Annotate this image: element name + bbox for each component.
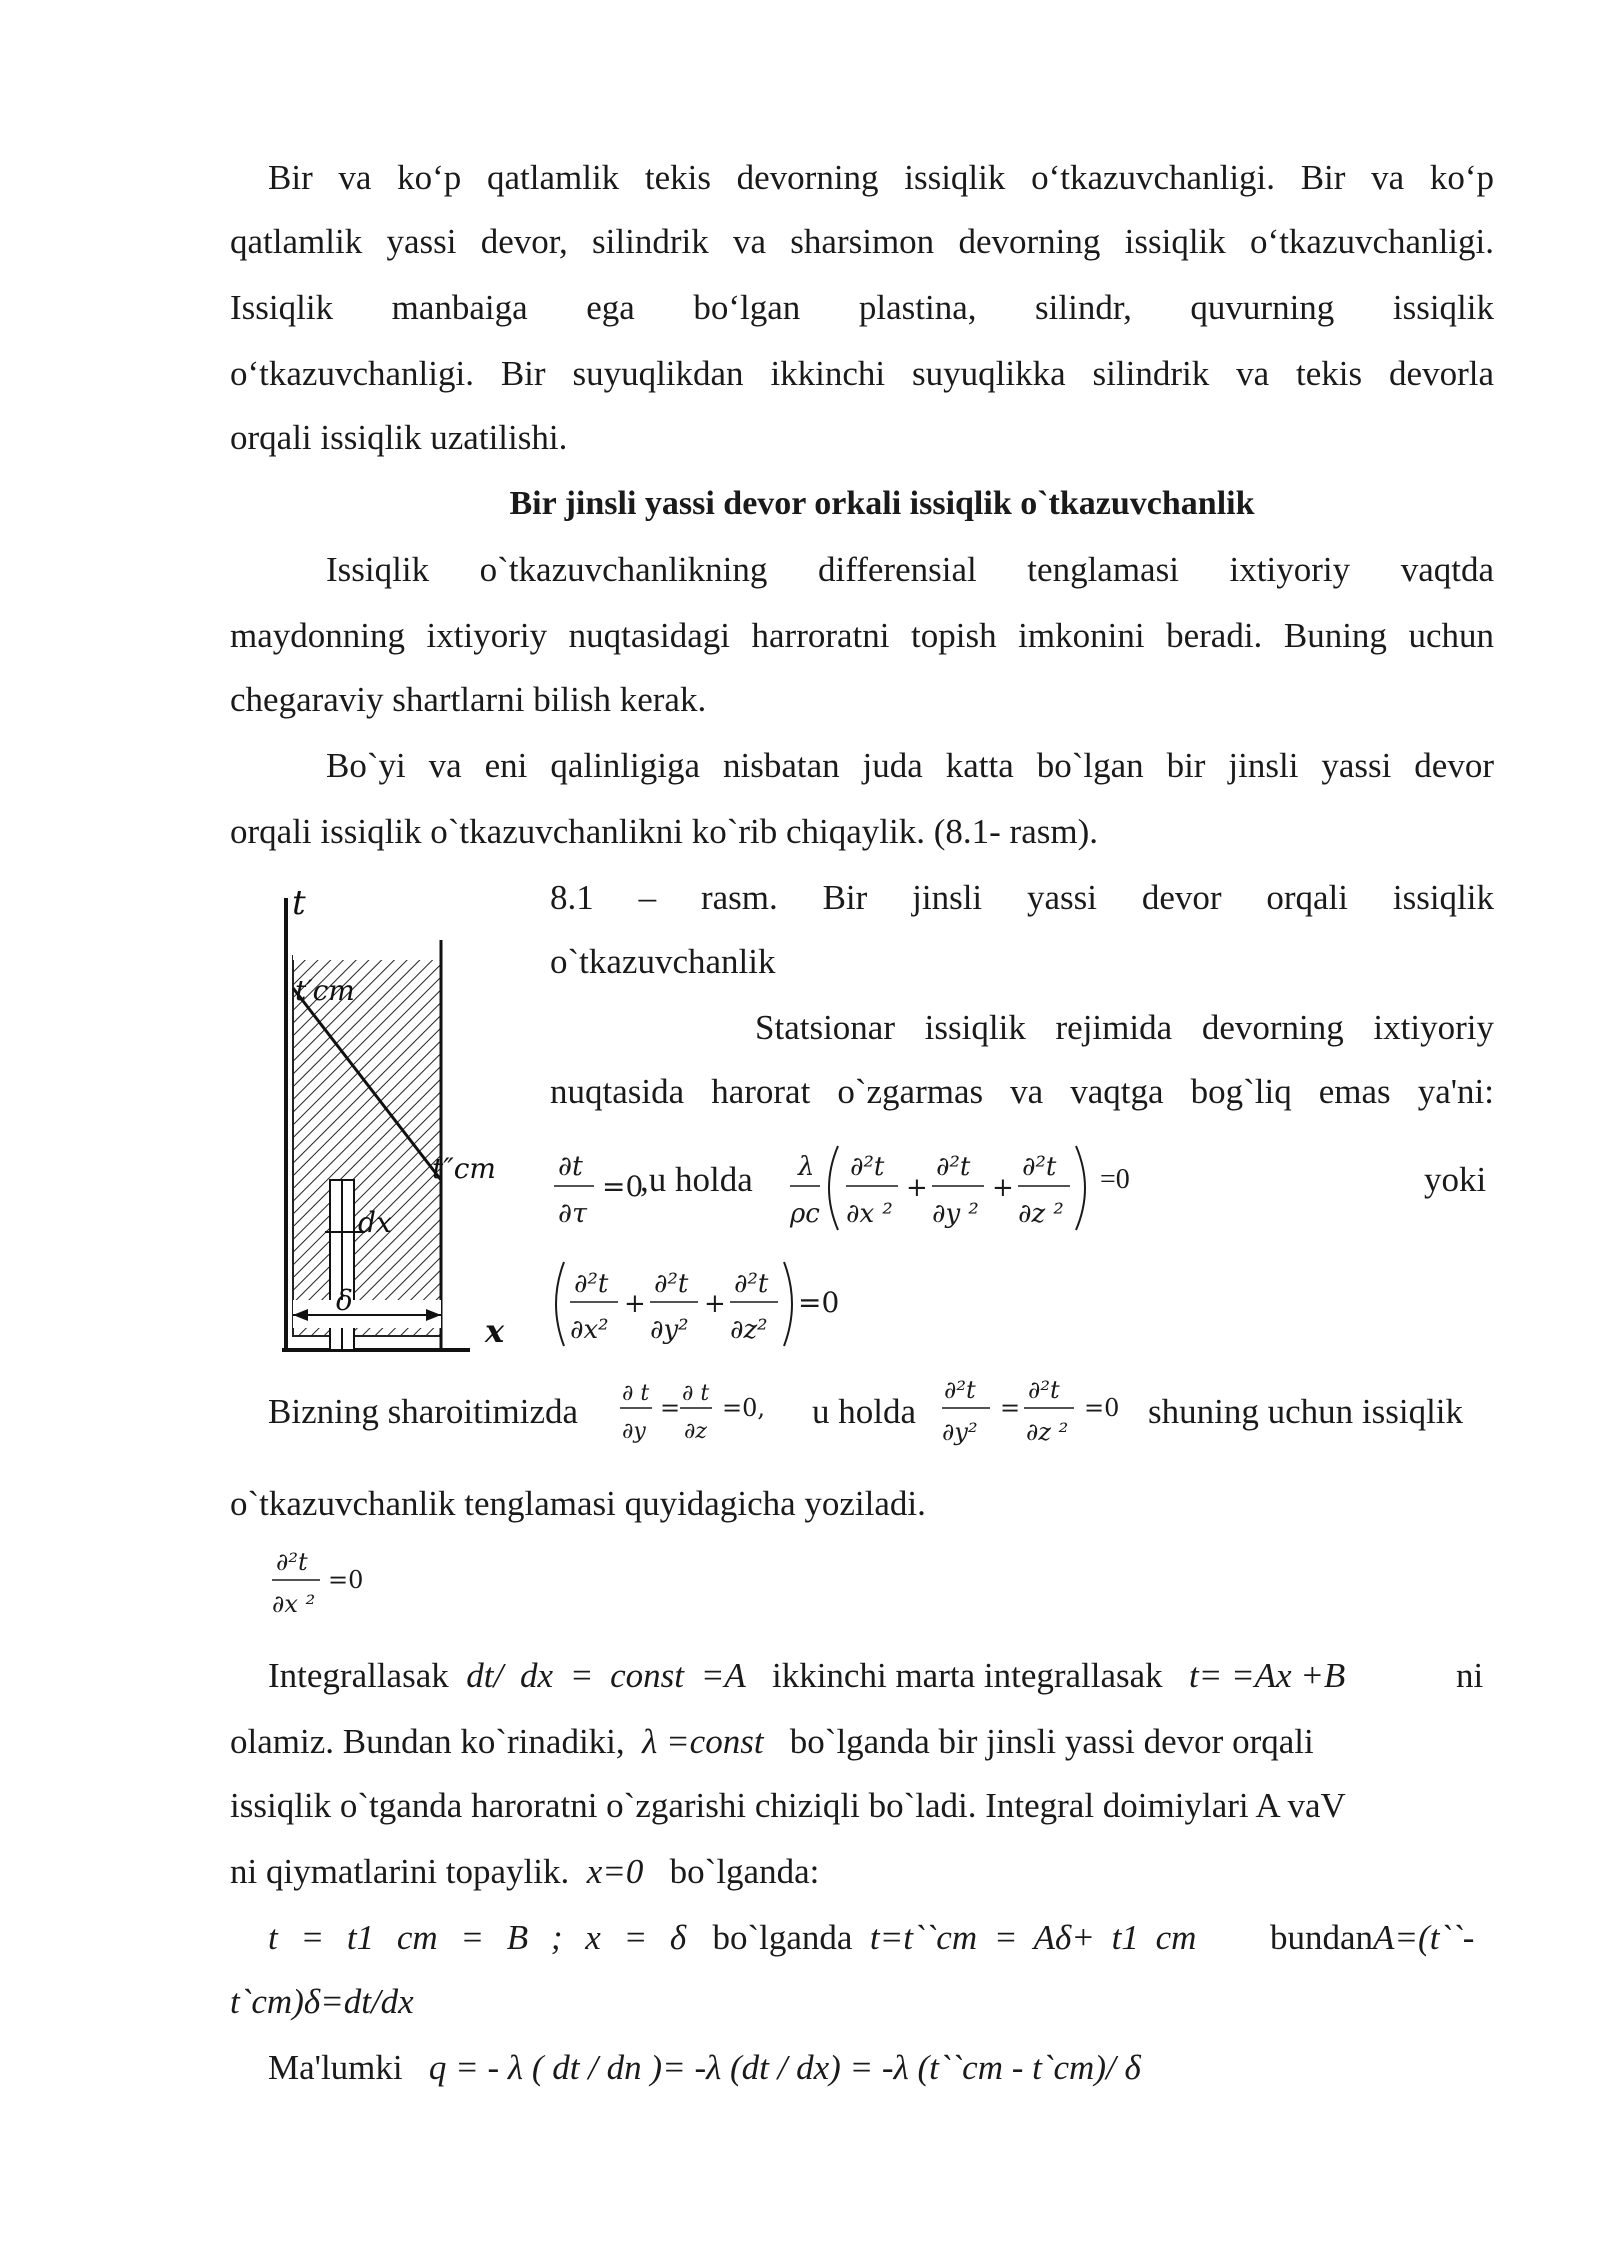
para6-text-b: bundan bbox=[1270, 1918, 1374, 1957]
para2-line-2: orqali issiqlik o`tkazuvchanlikni ko`rib chiqaylik. (8.1- rasm). bbox=[230, 812, 1098, 851]
para5-formula-d: x=0 bbox=[586, 1852, 644, 1891]
equation-heat-transient bbox=[552, 1140, 1112, 1240]
svg-text:∂z ²: ∂z ² bbox=[1018, 1199, 1064, 1229]
para6-line-1-end bbox=[1270, 1918, 1474, 1958]
svg-text:∂ t: ∂ t bbox=[682, 1381, 710, 1406]
para5-text-d: bo`lganda bir jinsli yassi devor orqali bbox=[789, 1722, 1314, 1761]
para7-formula: q = - λ ( dt / dn )= -λ (dt / dx) = -λ (t``cm - t`cm)/ δ bbox=[428, 2048, 1141, 2087]
equation-partial-y-z bbox=[618, 1372, 798, 1452]
yoki-text: yoki bbox=[1424, 1160, 1487, 1199]
delta-label: δ bbox=[336, 1284, 353, 1317]
svg-text:∂²t: ∂²t bbox=[936, 1152, 971, 1182]
para7-line bbox=[268, 2048, 1141, 2088]
intro-line-3: Issiqlik manbaiga ega bo‘lgan plastina, silindr, quvurning issiqlik bbox=[230, 288, 1494, 327]
para3-line-2: nuqtasida harorat o`zgarmas va vaqtga bog`liq emas ya'ni: bbox=[550, 1072, 1494, 1111]
para7-text: Ma'lumki bbox=[268, 2048, 403, 2087]
svg-text:∂²t: ∂²t bbox=[1022, 1152, 1057, 1182]
para5-text-b: ikkinchi marta integrallasak bbox=[771, 1656, 1163, 1695]
para3-line-1: Statsionar issiqlik rejimida devorning ixtiyoriy bbox=[755, 1008, 1494, 1047]
svg-text:=0,: =0, bbox=[722, 1394, 766, 1422]
svg-text:∂y²: ∂y² bbox=[650, 1315, 689, 1345]
para5-text-e: ni qiymatlarini topaylik. bbox=[230, 1852, 570, 1891]
para5-formula-b: t= =Ax +B bbox=[1188, 1656, 1346, 1695]
equation-equals-zero: =0 bbox=[1100, 1164, 1130, 1195]
para5-formula-a: dt/ dx = const =A bbox=[466, 1656, 746, 1695]
equation-laplace bbox=[552, 1256, 852, 1356]
svg-text:+: + bbox=[906, 1173, 928, 1203]
para6-formula-b: t=t``cm = Aδ+ t1 cm bbox=[869, 1918, 1197, 1957]
para5-line-4 bbox=[230, 1852, 819, 1892]
t1-label: t′ст bbox=[295, 974, 355, 1007]
svg-text:ρc: ρc bbox=[790, 1199, 820, 1229]
para5-text-f: bo`lganda: bbox=[669, 1852, 820, 1891]
para6-formula-c: A=(t``- bbox=[1373, 1918, 1475, 1957]
svg-text:∂x ²: ∂x ² bbox=[272, 1590, 316, 1618]
intro-line-2: qatlamlik yassi devor, silindrik va sharsimon devorning issiqlik o‘tkazuvchanligi. bbox=[230, 222, 1494, 261]
para6-text-a: bo`lganda bbox=[712, 1918, 853, 1957]
svg-text:∂²t: ∂²t bbox=[276, 1548, 308, 1576]
para5-line-2 bbox=[230, 1722, 1314, 1762]
intro-line-1: Bir va ko‘p qatlamlik tekis devorning issiqlik o‘tkazuvchanligi. Bir va ko‘p bbox=[268, 158, 1494, 197]
svg-text:∂²t: ∂²t bbox=[654, 1269, 689, 1299]
svg-text:=0: =0 bbox=[328, 1566, 364, 1594]
intro-line-5: orqali issiqlik uzatilishi. bbox=[230, 418, 568, 457]
para5-line-3: issiqlik o`tganda haroratni o`zgarishi chiziqli bo`ladi. Integral doimiylari A vaV bbox=[230, 1786, 1346, 1825]
svg-text:+: + bbox=[624, 1289, 646, 1319]
svg-text:∂z ²: ∂z ² bbox=[1026, 1418, 1069, 1446]
svg-text:∂x²: ∂x² bbox=[570, 1315, 609, 1345]
para5-text-c: olamiz. Bundan ko`rinadiki, bbox=[230, 1722, 625, 1761]
para4-uholda: u holda bbox=[812, 1392, 917, 1431]
para5-line-1 bbox=[268, 1656, 1345, 1696]
svg-text:∂²t: ∂²t bbox=[734, 1269, 769, 1299]
svg-text:+: + bbox=[992, 1173, 1014, 1203]
para4-end: shuning uchun issiqlik bbox=[1148, 1392, 1464, 1431]
dx-label: dx bbox=[358, 1206, 392, 1239]
para4-start: Bizning sharoitimizda bbox=[268, 1392, 579, 1431]
svg-text:=: = bbox=[660, 1394, 681, 1422]
para2-line-1: Bo`yi va eni qalinligiga nisbatan juda katta bo`lgan bir jinsli yassi devor bbox=[326, 746, 1494, 785]
svg-text:=0: =0 bbox=[1084, 1394, 1120, 1422]
para1-line-1: Issiqlik o`tkazuvchanlikning differensial tenglamasi ixtiyoriy vaqtda bbox=[326, 550, 1494, 589]
wall-figure bbox=[270, 880, 540, 1370]
svg-text:∂x ²: ∂x ² bbox=[846, 1199, 893, 1229]
para4-line-2: o`tkazuvchanlik tenglamasi quyidagicha yoziladi. bbox=[230, 1484, 926, 1523]
svg-text:∂²t: ∂²t bbox=[1028, 1376, 1060, 1404]
equation-second-partials bbox=[940, 1368, 1140, 1452]
para1-line-3: chegaraviy shartlarni bilish kerak. bbox=[230, 680, 707, 719]
para5-ni: ni bbox=[1456, 1656, 1484, 1695]
svg-text:=: = bbox=[1000, 1394, 1021, 1422]
svg-text:∂y ²: ∂y ² bbox=[932, 1199, 979, 1229]
figure-caption-line-2: o`tkazuvchanlik bbox=[550, 942, 776, 981]
svg-text:∂y²: ∂y² bbox=[942, 1418, 978, 1446]
svg-text:∂ t: ∂ t bbox=[622, 1381, 650, 1406]
svg-text:∂t: ∂t bbox=[558, 1151, 583, 1182]
para1-line-2: maydonning ixtiyoriy nuqtasidagi harroratni topish imkonini beradi. Buning uchun bbox=[230, 616, 1494, 655]
equation-uholda-text: ,u holda bbox=[640, 1160, 753, 1199]
intro-line-4: o‘tkazuvchanligi. Bir suyuqlikdan ikkinchi suyuqlikka silindrik va tekis devorla bbox=[230, 354, 1494, 393]
svg-text:∂z: ∂z bbox=[684, 1419, 707, 1444]
t2-label: t″ст bbox=[432, 1152, 496, 1185]
svg-text:=0: =0 bbox=[798, 1286, 840, 1319]
wall-section bbox=[293, 956, 441, 1336]
svg-text:∂τ: ∂τ bbox=[558, 1198, 587, 1229]
svg-text:∂²t: ∂²t bbox=[850, 1152, 885, 1182]
figure-caption-line-1: 8.1 – rasm. Bir jinsli yassi devor orqali issiqlik bbox=[550, 878, 1494, 917]
svg-text:=0: =0 bbox=[602, 1170, 644, 1203]
x-axis-label: x bbox=[485, 1312, 505, 1350]
svg-text:∂²t: ∂²t bbox=[574, 1269, 609, 1299]
svg-text:∂²t: ∂²t bbox=[944, 1376, 976, 1404]
svg-text:∂y: ∂y bbox=[622, 1419, 646, 1444]
para5-formula-c: λ =const bbox=[642, 1722, 764, 1761]
svg-text:∂z²: ∂z² bbox=[730, 1315, 768, 1345]
para6-line-1 bbox=[268, 1918, 1196, 1958]
section-title: Bir jinsli yassi devor orkali issiqlik o`tkazuvchanlik bbox=[509, 485, 1255, 522]
svg-text:+: + bbox=[704, 1289, 726, 1319]
svg-text:λ: λ bbox=[798, 1152, 815, 1182]
para6-line-2: t`cm)δ=dt/dx bbox=[230, 1982, 414, 2021]
para5-text-a: Integrallasak bbox=[268, 1656, 449, 1695]
para6-formula-a: t = t1 cm = B ; x = δ bbox=[268, 1918, 687, 1957]
t-axis-label: t bbox=[292, 883, 306, 923]
equation-1d bbox=[268, 1540, 388, 1624]
